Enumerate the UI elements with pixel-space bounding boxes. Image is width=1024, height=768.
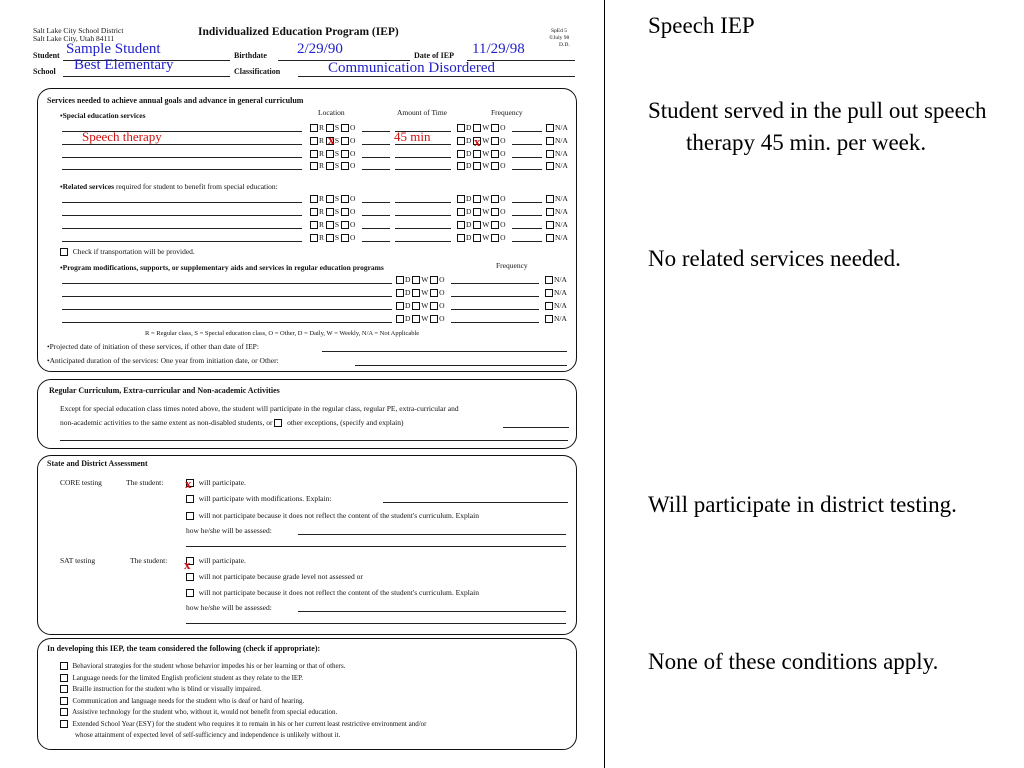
core-opt2[interactable]: will participate with modifications. Explain: — [186, 494, 331, 503]
assessment-box — [37, 455, 577, 635]
note-testing: Will participate in district testing. — [648, 492, 957, 517]
service-line — [62, 202, 302, 203]
sat-label: SAT testing — [60, 556, 96, 565]
location-line — [362, 144, 390, 145]
program-frequency-options[interactable]: D W O — [396, 314, 445, 323]
core-participate-mark: x — [185, 476, 192, 491]
consideration-item[interactable]: Communication and language needs for the student who is deaf or hard of hearing. — [60, 697, 304, 705]
consideration-item[interactable]: Assistive technology for the student who, without it, would not benefit from special education. — [60, 708, 337, 716]
amount-line — [395, 202, 451, 203]
na-option[interactable]: N/A — [546, 136, 568, 145]
special-services-label: •Special education services — [60, 111, 146, 120]
core-label: CORE testing — [60, 478, 102, 487]
location-line — [362, 169, 390, 170]
form-code: SpEd 5 — [551, 28, 568, 34]
regular-line2: non-academic activities to the same extent as non-disabled students, or other exceptions, (specify and explain) — [60, 418, 404, 427]
program-frequency-options[interactable]: D W O — [396, 275, 445, 284]
birthdate-label: Birthdate — [234, 51, 267, 60]
district-name: Salt Lake City School District — [33, 26, 124, 35]
na-option[interactable]: N/A — [546, 194, 568, 203]
classification-value: Communication Disordered — [328, 60, 496, 76]
program-frequency-line — [451, 296, 539, 297]
program-frequency-line — [451, 283, 539, 284]
program-na-option[interactable]: N/A — [545, 275, 567, 284]
core-the-student: The student: — [126, 478, 164, 487]
amount-line — [395, 241, 451, 242]
special-service-entry: Speech therapy — [82, 129, 162, 144]
notes-title: Speech IEP — [648, 13, 755, 38]
student-value: Sample Student — [66, 41, 161, 57]
services-heading: Services needed to achieve annual goals and advance in general curriculum — [47, 96, 304, 105]
location-options[interactable]: R S O — [310, 220, 355, 229]
program-frequency-line — [451, 322, 539, 323]
program-line — [62, 309, 392, 310]
birthdate-value: 2/29/90 — [297, 41, 343, 57]
considered-heading: In developing this IEP, the team considered the following (check if appropriate): — [47, 644, 321, 653]
form-title: Individualized Education Program (IEP) — [198, 26, 399, 38]
location-options[interactable]: R S O — [310, 194, 355, 203]
location-options[interactable]: R S O — [310, 149, 355, 158]
iep-date-label: Date of IEP — [414, 51, 454, 60]
na-option[interactable]: N/A — [546, 220, 568, 229]
core-opt1[interactable]: will participate. — [186, 478, 246, 487]
service-line — [62, 241, 302, 242]
location-options[interactable]: R S O — [310, 207, 355, 216]
form-initials: D.D. — [559, 42, 570, 48]
frequency-line — [512, 131, 542, 132]
location-line — [362, 202, 390, 203]
amount-line — [395, 215, 451, 216]
note-services: Student served in the pull out speech therapy 45 min. per week. — [648, 98, 987, 155]
program-frequency-options[interactable]: D W O — [396, 301, 445, 310]
frequency-line — [512, 169, 542, 170]
frequency-line — [512, 202, 542, 203]
service-line — [62, 228, 302, 229]
frequency-line — [512, 241, 542, 242]
frequency-options[interactable]: D W O — [457, 220, 506, 229]
consideration-item[interactable]: Behavioral strategies for the student whose behavior impedes his or her learning or that of others. — [60, 662, 345, 670]
program-line — [62, 283, 392, 284]
location-mark: x — [328, 132, 335, 147]
core-opt3[interactable]: will not participate because it does not reflect the content of the student's curriculum. Explain — [186, 511, 479, 520]
program-na-option[interactable]: N/A — [545, 301, 567, 310]
na-option[interactable]: N/A — [546, 161, 568, 170]
school-value: Best Elementary — [74, 57, 174, 73]
special-service-amount: 45 min — [394, 129, 431, 144]
program-mod-label: •Program modifications, supports, or supplementary aids and services in regular education programs — [60, 263, 384, 272]
location-line — [362, 228, 390, 229]
frequency-options[interactable]: D W O — [457, 233, 506, 242]
core-how: how he/she will be assessed: — [186, 526, 272, 535]
na-option[interactable]: N/A — [546, 233, 568, 242]
iep-date-value: 11/29/98 — [472, 41, 525, 57]
frequency-line — [512, 157, 542, 158]
sat-opt2[interactable]: will not participate because grade level not assessed or — [186, 572, 363, 581]
location-options[interactable]: R S O — [310, 123, 355, 132]
frequency-options[interactable]: D W O — [457, 161, 506, 170]
sat-opt3[interactable]: will not participate because it does not reflect the content of the student's curriculum. Explain — [186, 588, 479, 597]
note-conditions: None of these conditions apply. — [648, 649, 939, 674]
classification-label: Classification — [234, 67, 281, 76]
note-related: No related services needed. — [648, 246, 901, 271]
frequency-line — [512, 144, 542, 145]
frequency-options[interactable]: D W O — [457, 123, 506, 132]
service-line — [62, 169, 302, 170]
amount-line — [395, 169, 451, 170]
regular-line1: Except for special education class times noted above, the student will participate in the regular class, regular PE, extra-curricular and — [60, 404, 459, 413]
col-amount: Amount of Time — [397, 108, 448, 117]
program-frequency-options[interactable]: D W O — [396, 288, 445, 297]
frequency-options[interactable]: D W O — [457, 136, 506, 145]
location-line — [362, 241, 390, 242]
program-line — [62, 296, 392, 297]
na-option[interactable]: N/A — [546, 149, 568, 158]
sat-the-student: The student: — [130, 556, 168, 565]
amount-line — [395, 157, 451, 158]
sat-participate-mark: x — [184, 557, 191, 572]
col-location: Location — [318, 108, 345, 117]
program-na-option[interactable]: N/A — [545, 288, 567, 297]
consideration-item[interactable]: Extended School Year (ESY) for the student who requires it to remain in his or her current least restrictive environment and/or — [60, 720, 427, 728]
na-option[interactable]: N/A — [546, 207, 568, 216]
frequency-line — [512, 228, 542, 229]
consideration-item: whose attainment of expected level of self-sufficiency and independence is unlikely without it. — [75, 731, 341, 739]
sat-opt1[interactable]: will participate. — [186, 556, 246, 565]
consideration-item[interactable]: Braille instruction for the student who is blind or visually impaired. — [60, 685, 262, 693]
district-address: Salt Lake City, Utah 84111 — [33, 34, 115, 43]
sat-how: how he/she will be assessed: — [186, 603, 272, 612]
frequency-options[interactable]: D W O — [457, 207, 506, 216]
assessment-heading: State and District Assessment — [47, 459, 148, 468]
anticipated-duration: •Anticipated duration of the services: One year from initiation date, or Other: — [47, 356, 279, 365]
location-line — [362, 131, 390, 132]
school-label: School — [33, 67, 56, 76]
service-line — [62, 157, 302, 158]
amount-line — [395, 228, 451, 229]
transport-checkbox[interactable] — [60, 248, 68, 256]
legend: R = Regular class, S = Special education class, O = Other, D = Daily, W = Weekly, N/A = Not Applicable — [145, 330, 420, 337]
divider — [604, 0, 605, 768]
program-na-option[interactable]: N/A — [545, 314, 567, 323]
frequency-options[interactable]: D W O — [457, 149, 506, 158]
other-exceptions-checkbox[interactable] — [274, 419, 282, 427]
regular-heading: Regular Curriculum, Extra-curricular and Non-academic Activities — [49, 386, 280, 395]
frequency-options[interactable]: D W O — [457, 194, 506, 203]
form-date-code: ©July 98 — [549, 35, 570, 41]
consideration-item[interactable]: Language needs for the limited English proficient student as they relate to the IEP. — [60, 674, 303, 682]
program-frequency: Frequency — [496, 261, 528, 270]
projected-date: •Projected date of initiation of these services, if other than date of IEP: — [47, 342, 259, 351]
location-line — [362, 157, 390, 158]
na-option[interactable]: N/A — [546, 123, 568, 132]
related-services-label: •Related services required for student to benefit from special education: — [60, 182, 278, 191]
frequency-line — [512, 215, 542, 216]
service-line — [62, 215, 302, 216]
student-label: Student — [33, 51, 60, 60]
frequency-mark: x — [474, 134, 481, 149]
location-options[interactable]: R S O — [310, 233, 355, 242]
program-line — [62, 322, 392, 323]
location-options[interactable]: R S O — [310, 136, 355, 145]
col-frequency: Frequency — [491, 108, 523, 117]
program-frequency-line — [451, 309, 539, 310]
transport-check[interactable]: Check if transportation will be provided. — [60, 247, 195, 256]
location-line — [362, 215, 390, 216]
location-options[interactable]: R S O — [310, 161, 355, 170]
